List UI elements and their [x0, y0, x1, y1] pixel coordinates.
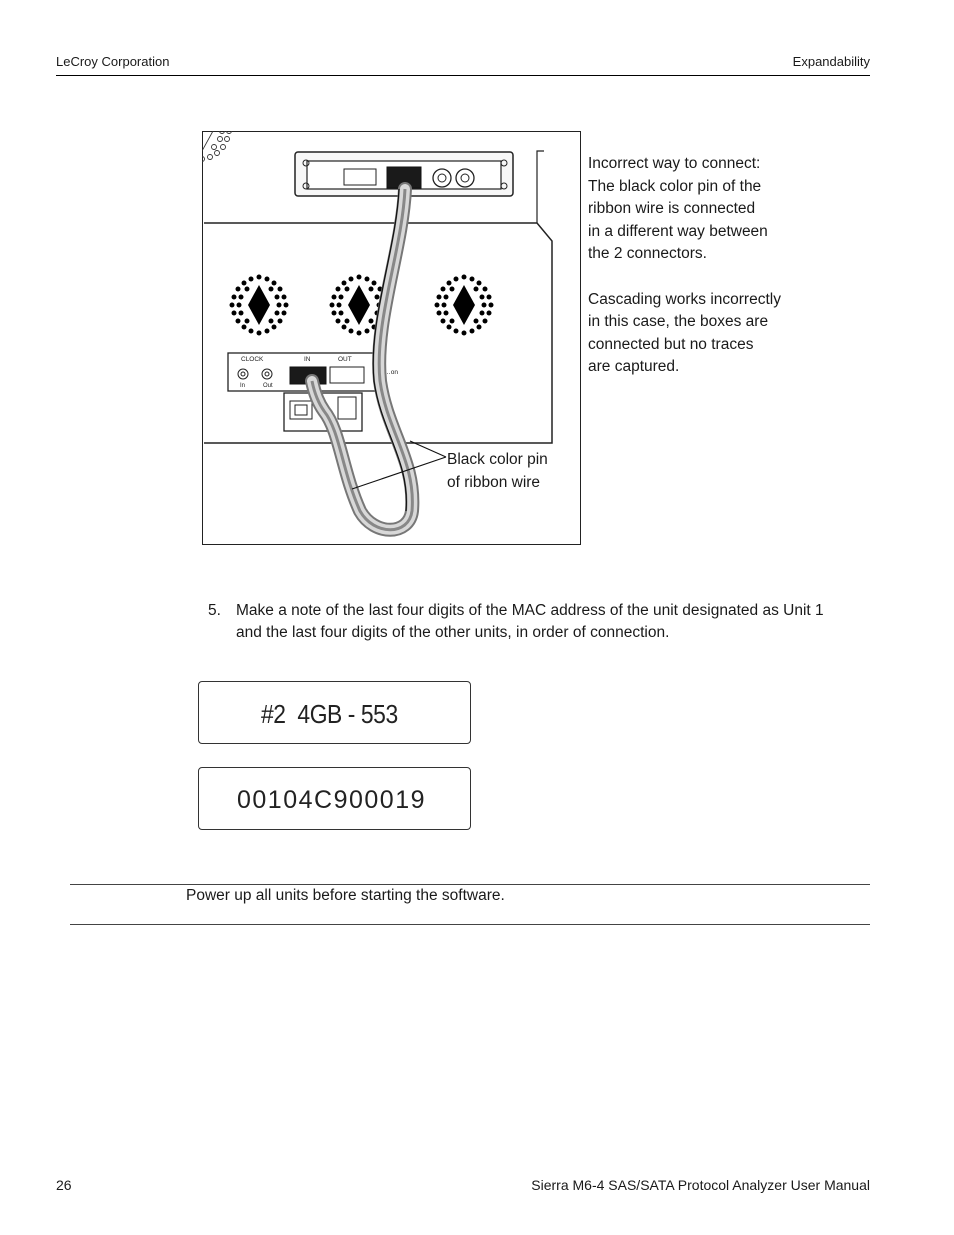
- step-number: 5.: [208, 602, 221, 619]
- caption-line: in a different way between: [588, 222, 768, 240]
- caption-line: connected but no traces: [588, 335, 754, 353]
- header-rule: [56, 75, 870, 76]
- mac-label-box: [198, 767, 471, 830]
- caption-line: in this case, the boxes are: [588, 313, 769, 331]
- unit-label-text: #2 4GB - 553: [261, 699, 398, 729]
- caption-line: ribbon wire is connected: [588, 200, 756, 218]
- caption-line: [588, 266, 828, 289]
- header-section: Expandability: [792, 54, 870, 69]
- out-label: OUT: [337, 355, 352, 363]
- expansion-label: Exp…on: [372, 368, 398, 376]
- clock-in-label: In: [239, 382, 245, 389]
- clock-out-label: Out: [262, 382, 273, 389]
- clock-label: CLOCK: [240, 355, 263, 363]
- mac-label-text: 00104C900019: [237, 786, 426, 814]
- fan-grille-1: [229, 274, 288, 335]
- caption-line: Cascading works incorrectly: [588, 290, 781, 308]
- fan-grille-3: [434, 274, 493, 335]
- callout-line: of ribbon wire: [447, 473, 541, 491]
- caption-line: the 2 connectors.: [588, 245, 707, 263]
- page-number: 26: [56, 1177, 72, 1193]
- ribbon-callout: [447, 449, 548, 494]
- fan-grille-left: [202, 131, 232, 162]
- caption-line: are captured.: [588, 358, 680, 376]
- chassis-top-edge: [537, 151, 544, 223]
- caption-line: Incorrect way to connect:: [588, 155, 761, 172]
- footer-title: Sierra M6-4 SAS/SATA Protocol Analyzer User Manual: [531, 1177, 870, 1193]
- header-company: LeCroy Corporation: [56, 54, 170, 69]
- callout-line: Black color pin: [447, 451, 548, 468]
- note-rule-top: [70, 884, 870, 885]
- note-text: Power up all units before starting the software.: [186, 887, 505, 904]
- unit-label-box: [198, 681, 471, 744]
- note-rule-bottom: [70, 924, 870, 925]
- caption-line: The black color pin of the: [588, 177, 762, 195]
- in-label: IN: [303, 355, 310, 363]
- figure-caption: [588, 153, 828, 379]
- step-text: Make a note of the last four digits of the MAC address of the unit designated as Unit 1 and the last four digits of the other units, in order of connection.: [236, 602, 824, 641]
